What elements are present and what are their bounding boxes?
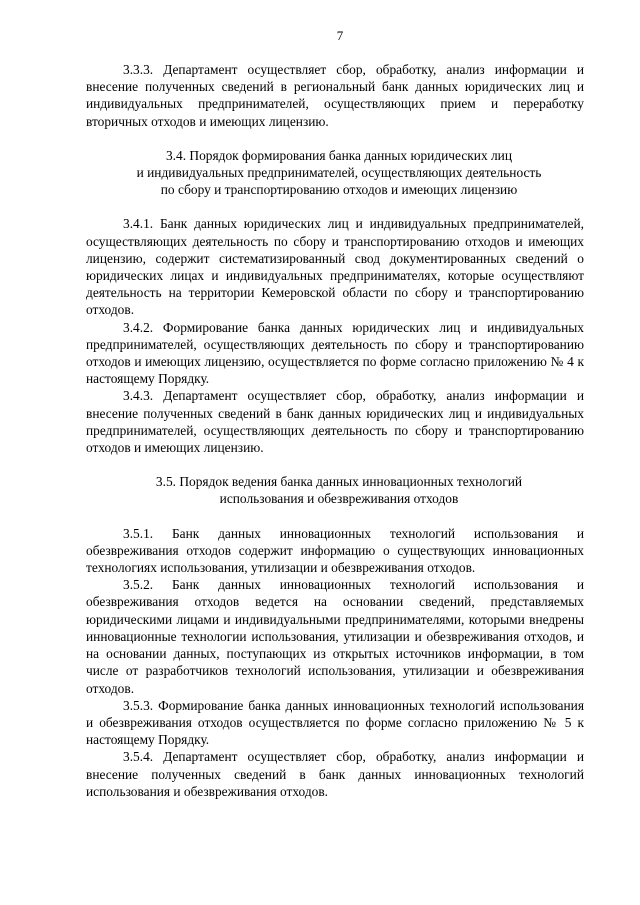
spacer (86, 130, 584, 147)
heading-line: 3.4. Порядок формирования банка данных юридических лиц (165, 147, 512, 163)
heading-line: и индивидуальных предпринимателей, осуществляющих деятельность (136, 165, 542, 181)
paragraph-3-5-3: 3.5.3. Формирование банка данных инновационных технологий использования и обезвреживания отходов осуществляется по форме согласно приложению № 5 к настоящему Порядку. (86, 697, 584, 748)
heading-line: использования и обезвреживания отходов (219, 491, 459, 507)
paragraph-3-4-2: 3.4.2. Формирование банка данных юридических лиц и индивидуальных предпринимателей, осуществляющих деятельность по сбору и транспортированию отходов и имеющих лицензию, осуществляется по форме согласно приложению № 4 к настоящему Порядку. (86, 319, 584, 387)
heading-line: по сбору и транспортированию отходов и имеющих лицензию (160, 182, 518, 198)
section-heading-3-5 (86, 473, 584, 507)
section-heading-3-4 (86, 147, 584, 199)
heading-line: 3.5. Порядок ведения банка данных инновационных технологий (155, 474, 523, 490)
paragraph-3-4-3: 3.4.3. Департамент осуществляет сбор, обработку, анализ информации и внесение полученных сведений в банк данных юридических лиц и индивидуальных предпринимателей, осуществляющих деятельность по сбору и транспортированию отходов и имеющих лицензию. (86, 388, 584, 456)
page-number: 7 (336, 28, 344, 43)
spacer (86, 508, 584, 525)
spacer (86, 456, 584, 473)
paragraph-3-3-3: 3.3.3. Департамент осуществляет сбор, обработку, анализ информации и внесение полученных сведений в региональный банк данных юридических лиц и индивидуальных предпринимателей, осуществляющих прием и переработку вторичных отходов и имеющих лицензию. (86, 62, 584, 129)
paragraph-3-5-1: 3.5.1. Банк данных инновационных технологий использования и обезвреживания отходов содержит информацию о существующих инновационных технологиях использования, утилизации и обезвреживания отходов. (86, 525, 584, 576)
paragraph-3-5-4: 3.5.4. Департамент осуществляет сбор, обработку, анализ информации и внесение полученных сведений в банк данных инновационных технологий использования и обезвреживания отходов. (86, 749, 584, 799)
paragraph-3-5-2: 3.5.2. Банк данных инновационных технологий использования и обезвреживания отходов ведется на основании сведений, представляемых юридическими лицами и индивидуальными предпринимателями, которыми внедрены инновационные технологии использования, утилизации и обезвреживания отходов, и на основании данных, поступающих из открытых источников информации, в том числе от разработчиков технологий использования, утилизации и обезвреживания отходов. (86, 577, 584, 696)
paragraph-3-4-1: 3.4.1. Банк данных юридических лиц и индивидуальных предпринимателей, осуществляющих деятельность по сбору и транспортированию отходов и имеющих лицензию, содержит систематизированный свод документированных сведений о юридических лицах и индивидуальных предпринимателях, которые осуществляют деятельность на территории Кемеровской области по сбору и транспортированию отходов. (86, 216, 584, 318)
spacer (86, 198, 584, 215)
